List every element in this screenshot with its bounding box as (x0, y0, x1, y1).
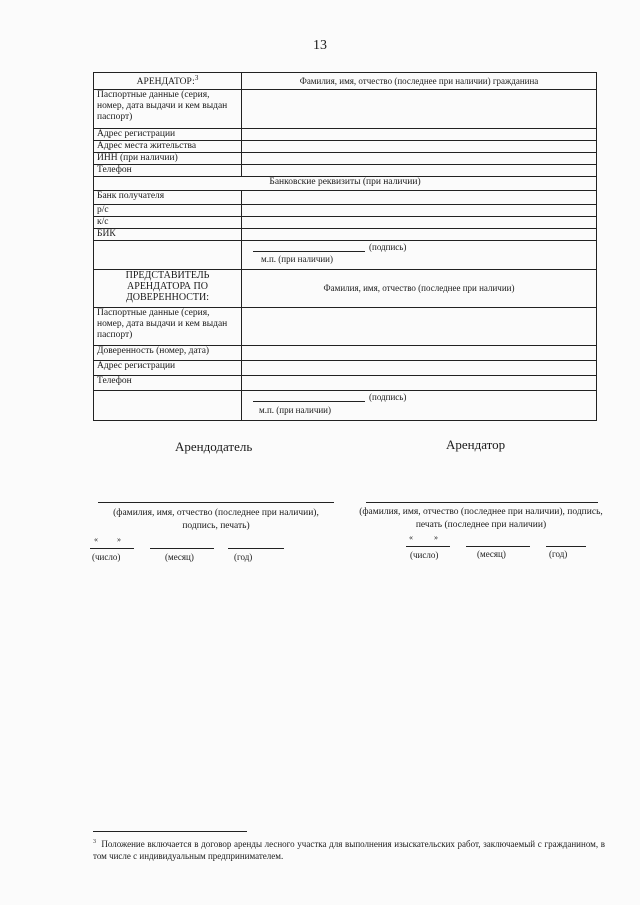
power-of-attorney-label: Доверенность (номер, дата) (94, 346, 242, 361)
signature-label: (подпись) (369, 242, 407, 252)
rep-reg-address-value[interactable] (242, 361, 597, 376)
residence-label: Адрес места жительства (94, 141, 242, 153)
footnote-text: Положение включается в договор аренды лесного участка для выполнения изыскательских работ, заключаемый с гражданином, в том числе с индивидуальным предпринимателем. (93, 839, 606, 861)
signature-line[interactable] (253, 251, 365, 252)
tenant-header: АРЕНДАТОР: (136, 77, 195, 88)
landlord-day-label: (число) (92, 552, 121, 562)
reg-address-value[interactable] (242, 129, 597, 141)
landlord-signature-caption: (фамилия, имя, отчество (последнее при наличии), подпись, печать) (113, 508, 319, 531)
page-number: 13 (313, 38, 327, 53)
tenant-title: Арендатор (446, 437, 506, 452)
rep-signature-cell (242, 391, 597, 421)
fio-header: Фамилия, имя, отчество (последнее при наличии) гражданина (242, 73, 597, 90)
rep-signature-label: (подпись) (369, 392, 407, 402)
inn-label: ИНН (при наличии) (94, 153, 242, 165)
rep-passport-label: Паспортные данные (серия, номер, дата выдачи и кем выдан паспорт) (94, 308, 242, 346)
tenant-details-table (93, 72, 597, 421)
rep-phone-value[interactable] (242, 376, 597, 391)
ks-value[interactable] (242, 217, 597, 229)
power-of-attorney-value[interactable] (242, 346, 597, 361)
rep-phone-label: Телефон (94, 376, 242, 391)
landlord-quote-close: » (117, 535, 121, 544)
footnote-ref: 3 (194, 74, 199, 83)
representative-header: ПРЕДСТАВИТЕЛЬ АРЕНДАТОРА ПО ДОВЕРЕННОСТИ: (94, 270, 242, 308)
tenant-signature-caption: (фамилия, имя, отчество (последнее при наличии), подпись, печать (последнее при наличии) (359, 507, 603, 530)
signature-empty-cell (94, 241, 242, 270)
landlord-month-label: (месяц) (165, 552, 194, 562)
tenant-year-line[interactable] (546, 546, 586, 547)
phone-value[interactable] (242, 165, 597, 177)
bik-value[interactable] (242, 229, 597, 241)
tenant-quote-open: « (409, 533, 413, 542)
landlord-year-label: (год) (234, 552, 253, 562)
rs-label: р/с (94, 205, 242, 217)
ks-label: к/с (94, 217, 242, 229)
inn-value[interactable] (242, 153, 597, 165)
rep-signature-line[interactable] (253, 401, 365, 402)
phone-label: Телефон (94, 165, 242, 177)
passport-label: Паспортные данные (серия, номер, дата выдачи и кем выдан паспорт) (94, 90, 242, 129)
landlord-title: Арендодатель (175, 439, 253, 454)
rs-value[interactable] (242, 205, 597, 217)
tenant-day-label: (число) (410, 550, 439, 560)
rep-fio-header: Фамилия, имя, отчество (последнее при наличии) (242, 270, 597, 308)
footnote-rule (93, 831, 247, 832)
bank-value[interactable] (242, 191, 597, 205)
tenant-signature-line[interactable] (366, 502, 598, 503)
signature-cell (242, 241, 597, 270)
tenant-month-label: (месяц) (477, 549, 506, 559)
stamp-label: м.п. (при наличии) (261, 254, 333, 264)
tenant-quote-close: » (434, 533, 438, 542)
reg-address-label: Адрес регистрации (94, 129, 242, 141)
tenant-header-cell (94, 73, 242, 90)
landlord-day-line[interactable] (90, 548, 134, 549)
landlord-month-line[interactable] (150, 548, 214, 549)
tenant-month-line[interactable] (466, 546, 530, 547)
bik-label: БИК (94, 229, 242, 241)
tenant-year-label: (год) (549, 549, 568, 559)
bank-label: Банк получателя (94, 191, 242, 205)
tenant-day-line[interactable] (406, 546, 450, 547)
landlord-quote-open: « (94, 535, 98, 544)
residence-value[interactable] (242, 141, 597, 153)
rep-reg-address-label: Адрес регистрации (94, 361, 242, 376)
footnote-number: 3 (93, 839, 96, 845)
landlord-year-line[interactable] (228, 548, 284, 549)
rep-signature-empty-cell (94, 391, 242, 421)
rep-stamp-label: м.п. (при наличии) (259, 405, 331, 415)
rep-passport-value[interactable] (242, 308, 597, 346)
bank-details-header: Банковские реквизиты (при наличии) (94, 177, 597, 191)
footnote (93, 836, 605, 862)
landlord-signature-line[interactable] (98, 502, 334, 503)
passport-value[interactable] (242, 90, 597, 129)
